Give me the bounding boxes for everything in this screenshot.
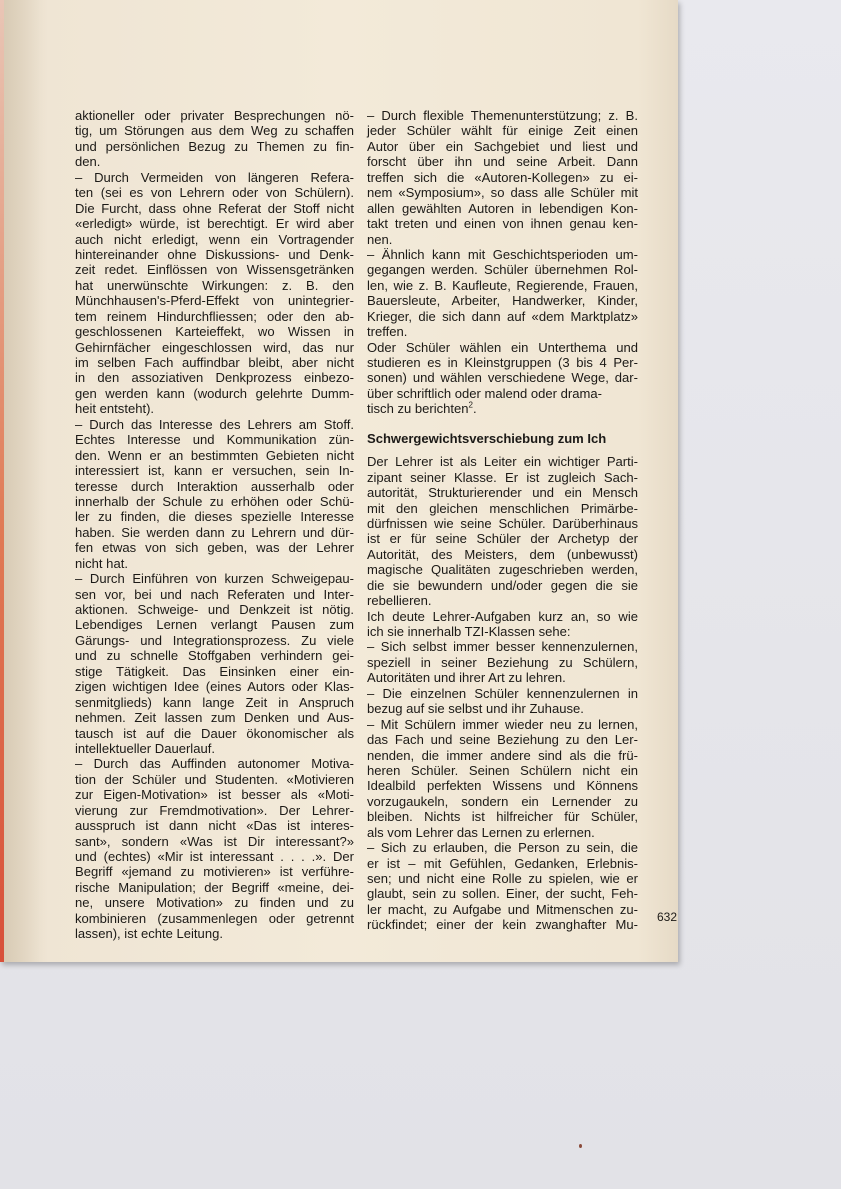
text-line: tem reinem Hindurchfliessen; oder den ab- xyxy=(75,308,354,324)
text-line: aktionen. Schweige- und Denkzeit ist nötig. xyxy=(75,602,354,617)
text-line: «erledigt» würde, ist berechtigt. Er wird aber xyxy=(75,216,354,232)
text-line: – Durch Einführen von kurzen Schweigepau- xyxy=(75,571,354,587)
text-line: treffen. xyxy=(367,324,408,340)
text-line: – Durch das Auffinden autonomer Motiva- xyxy=(75,756,354,772)
text-line: Gärungs- und Integrationsprozess. Zu viele xyxy=(75,632,354,648)
text-line: vorzugaukeln, sondern ein Lernender zu xyxy=(367,793,638,809)
text-line: magische Qualitäten zugeschrieben werden, xyxy=(367,562,638,578)
text-line: jeder Schüler wählt für einige Zeit einen xyxy=(367,123,638,139)
text-line: interessiert ist, kann er versuchen, sein In- xyxy=(75,463,354,479)
text-line: sen vor, bei und nach Referaten und Inter- xyxy=(75,586,354,602)
text-line: und (echtes) «Mir ist interessant . . . .». Der xyxy=(75,849,354,864)
text-line: geschlossenen Karteieffekt, wo Wissen in xyxy=(75,324,354,340)
text-line: forscht über ihn und seine Arbeit. Dann xyxy=(367,154,638,170)
text-line: hat unerwünschte Wirkungen: z. B. den xyxy=(75,277,354,293)
text-line: ausspruch ist dann nicht «Das ist interes- xyxy=(75,818,354,834)
text-line: Die Furcht, dass ohne Referat der Stoff nicht xyxy=(75,200,354,216)
text-line: – Mit Schülern immer wieder neu zu lernen, xyxy=(367,716,638,732)
text-line: nehmen. Zeit lassen zum Denken und Aus- xyxy=(75,710,354,726)
text-line: nicht hat. xyxy=(75,555,128,571)
text-line: ist er für seine Schüler der Archetyp der xyxy=(367,531,638,547)
text-line: – Sich zu erlauben, die Person zu sein, die xyxy=(367,840,638,856)
text-line: – Sich selbst immer besser kennenzulernen, xyxy=(367,639,638,655)
text-line: bleiben. Nichts ist hilfreicher für Schüler, xyxy=(367,809,638,825)
text-line: sen; und nicht eine Rolle zu spielen, wie er xyxy=(367,871,638,886)
page-number: 632 xyxy=(657,910,678,924)
text-line: kombinieren (zusammenlegen oder getrennt xyxy=(75,910,354,926)
text-line: bezug auf sie selbst und ihr Zuhause. xyxy=(367,701,584,717)
text-line: Idealbild perfekten Wissens und Könnens xyxy=(367,778,638,794)
text-line: nem «Symposium», so dass alle Schüler mit xyxy=(367,185,638,201)
text-line: haben. Sie werden dann zu Lehrern und dür- xyxy=(75,524,354,540)
text-line: innerhalb der Schule zu erhöhen oder Schü- xyxy=(75,493,354,509)
text-line: – Durch das Interesse des Lehrers am Stoff. xyxy=(75,416,354,432)
text-line: fen etwas von sich geben, was der Lehrer xyxy=(75,540,354,556)
text-line: Oder Schüler wählen ein Unterthema und xyxy=(367,339,638,355)
text-line: auch nicht erledigt, wenn ein Vortragender xyxy=(75,231,354,247)
text-line: den. Wenn er an bestimmten Gebieten nicht xyxy=(75,447,354,463)
text-line: stige Tätigkeit. Das Einsinken einer ein- xyxy=(75,663,354,679)
text-line: treffen sich die «Autoren-Kollegen» zu ei- xyxy=(367,169,638,185)
text-line: heren Schüler. Seinen Schülern nicht ein xyxy=(367,762,638,778)
text-line: und persönlichen Bezug zu Themen zu fin- xyxy=(75,138,354,154)
text-line: intellektueller Dauerlauf. xyxy=(75,740,215,756)
text-line: Echtes Interesse und Kommunikation zün- xyxy=(75,432,354,448)
text-line: vierung zur Fremdmotivation». Der Lehrer- xyxy=(75,802,354,818)
text-line: nen. xyxy=(367,231,393,247)
text-line: hintereinander ohne Diskussions- und Denk- xyxy=(75,246,354,262)
text-line: allen gewählten Autoren in lebendigen Kon- xyxy=(367,200,638,216)
text-line: sant», sondern «Was ist Dir interessant?» xyxy=(75,833,354,849)
text-line: heit entsteht). xyxy=(75,401,155,417)
text-line: Der Lehrer ist als Leiter ein wichtiger Parti- xyxy=(367,454,638,470)
text-line: – Durch flexible Themenunterstützung; z. B. xyxy=(367,108,638,123)
text-line: teresse durch Interaktion ausserhalb oder xyxy=(75,478,354,494)
text-line: zeit redet. Einflössen von Wissensgetränken xyxy=(75,262,354,278)
text-line: Ich deute Lehrer-Aufgaben kurz an, so wie xyxy=(367,608,638,624)
text-line: Begriff «jemand zu motivieren» ist verführe- xyxy=(75,864,354,880)
scan-speck xyxy=(579,1144,582,1148)
text-line: senmitglieds) kann lange Zeit in Anspruch xyxy=(75,694,354,710)
text-line: Lebendiges Lernen verlangt Pausen zum xyxy=(75,617,354,633)
text-line: sonen) und wählen verschiedene Wege, dar- xyxy=(367,370,638,386)
text-line: im selben Fach auffindbar bleibt, aber nicht xyxy=(75,355,354,370)
text-line: nenden, die immer andere sind als die frü- xyxy=(367,747,638,763)
text-line: rückfindet; einer der kein zwanghafter Mu- xyxy=(367,917,638,933)
footnote-suffix: . xyxy=(472,401,477,417)
right-column-bottom-text xyxy=(367,454,638,933)
footnote-mark: 2 xyxy=(468,400,473,410)
text-line: – Durch Vermeiden von längeren Refera- xyxy=(75,169,354,185)
text-line: Autor über ein Sachgebiet und liest und xyxy=(367,138,638,154)
text-line: rische Manipulation; der Begriff «meine, dei- xyxy=(75,879,354,895)
footnote-line xyxy=(367,401,638,416)
text-line: Gehirnfächer eingeschlossen wird, das nur xyxy=(75,339,354,355)
text-line: den. xyxy=(75,154,101,170)
text-line: das Fach und seine Beziehung zu den Ler- xyxy=(367,732,638,748)
text-line: speziell in seiner Beziehung zu Schülern, xyxy=(367,654,638,670)
page-edge-shadow xyxy=(4,0,48,962)
text-line: Krieger, die sich dann auf «dem Marktplatz» xyxy=(367,308,638,324)
text-line: Autorität, des Meisters, dem (unbewusst) xyxy=(367,546,638,562)
text-line: tig, um Störungen aus dem Weg zu schaffen xyxy=(75,123,354,139)
footnote-line-text: tisch zu berichten xyxy=(367,401,469,417)
text-line: zur Eigen-Motivation» ist besser als «Moti- xyxy=(75,787,354,803)
text-line: – Ähnlich kann mit Geschichtsperioden um- xyxy=(367,246,638,262)
text-line: ler macht, zu Aufgabe und Mitmenschen zu- xyxy=(367,901,638,917)
text-line: zigen wichtigen Idee (eines Autors oder Klas- xyxy=(75,679,354,695)
text-line: autorität, Strukturierender und ein Mensch xyxy=(367,485,638,501)
text-line: Bauersleute, Arbeiter, Handwerker, Kinder, xyxy=(367,293,638,309)
text-line: die sie bewundern und/oder gegen die sie xyxy=(367,577,638,593)
section-heading: Schwergewichtsverschiebung zum Ich xyxy=(367,430,607,446)
text-line: studieren es in Kleinstgruppen (3 bis 4 Per- xyxy=(367,355,638,370)
text-line: in den assoziativen Denkprozess einbezo- xyxy=(75,370,354,386)
text-line: ne, unsere Motivation» zu finden und zu xyxy=(75,895,354,911)
left-column xyxy=(75,108,354,942)
text-line: rebellieren. xyxy=(367,593,432,609)
text-line: Münchhausen's-Pferd-Effekt von unintegrier- xyxy=(75,293,354,309)
text-line: zipant seiner Klasse. Er ist zugleich Sach- xyxy=(367,469,638,485)
text-line: und zu schnelle Stoffgaben verhindern gei- xyxy=(75,648,354,664)
text-line: ich sie innerhalb TZI-Klassen sehe: xyxy=(367,624,571,639)
text-line: er ist – mit Gefühlen, Gedanken, Erlebnis- xyxy=(367,855,638,871)
text-line: als vom Lehrer das Lernen zu erlernen. xyxy=(367,824,595,840)
text-line: lassen), ist echte Leitung. xyxy=(75,926,223,942)
right-column-top-text xyxy=(367,108,638,401)
text-line: ler zu finden, die dieses spezielle Interesse xyxy=(75,509,354,525)
text-line: aktioneller oder privater Besprechungen nö- xyxy=(75,108,354,123)
text-line: über schriftlich oder malend oder drama- xyxy=(367,385,602,401)
text-line: ten (sei es von Lehrern oder von Schülern). xyxy=(75,185,354,201)
text-line: tion der Schüler und Studenten. «Motivieren xyxy=(75,771,354,787)
text-line: tausch ist auf die Dauer ökonomischer als xyxy=(75,725,354,741)
text-line: dürfnissen wie seine Schüler. Darüberhinaus xyxy=(367,515,638,531)
text-line: mit den gleichen menschlichen Primärbe- xyxy=(367,500,638,516)
text-line: len, wie z. B. Kaufleute, Regierende, Frauen, xyxy=(367,277,638,293)
right-column xyxy=(367,108,638,933)
text-line: gen werden kann (wodurch gelehrte Dumm- xyxy=(75,385,354,401)
text-line: takt treten und einen von ihnen genau ken- xyxy=(367,216,638,232)
text-line: Autoritäten und ihrer Art zu lehren. xyxy=(367,670,566,686)
text-line: gegangen werden. Schüler übernehmen Rol- xyxy=(367,262,638,278)
text-line: glaubt, sein zu sollen. Einer, der sucht, Feh- xyxy=(367,886,638,902)
text-line: – Die einzelnen Schüler kennenzulernen in xyxy=(367,685,638,701)
